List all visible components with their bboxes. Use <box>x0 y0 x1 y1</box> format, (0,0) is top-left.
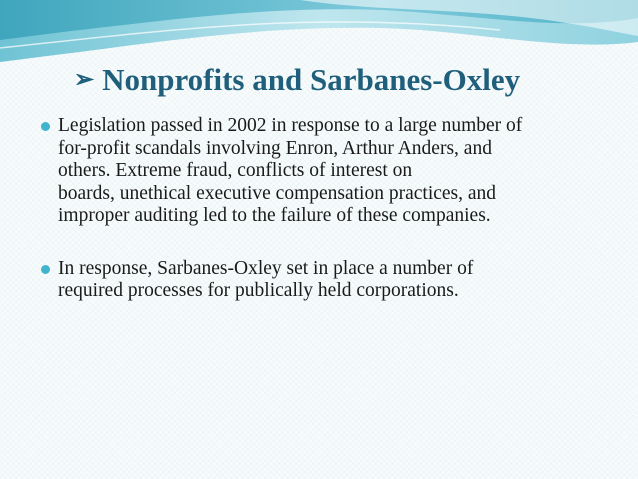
bullet-text-line: required processes for publically held corporations. <box>58 280 459 301</box>
bullet-text-line: Legislation passed in 2002 in response to a large number of <box>58 115 523 136</box>
bullet-item <box>40 258 610 303</box>
slide-title-text: Nonprofits and Sarbanes-Oxley <box>102 62 521 97</box>
bullet-dot-icon <box>41 122 50 131</box>
bullet-text-line: others. Extreme fraud, conflicts of interest on <box>58 160 413 181</box>
bullet-dot-icon <box>41 265 50 274</box>
bullet-text-line: In response, Sarbanes-Oxley set in place a number of <box>58 257 474 279</box>
bullet-text-line: boards, unethical executive compensation practices, and <box>58 182 497 204</box>
slide-title <box>74 62 520 98</box>
arrow-bullet-icon: ➢ <box>74 67 95 93</box>
bullet-item <box>40 115 610 228</box>
bullet-text-line: improper auditing led to the failure of these companies. <box>58 205 491 226</box>
bullet-text-line: for-profit scandals involving Enron, Arthur Anders, and <box>58 137 492 159</box>
bullet-list <box>40 115 610 333</box>
